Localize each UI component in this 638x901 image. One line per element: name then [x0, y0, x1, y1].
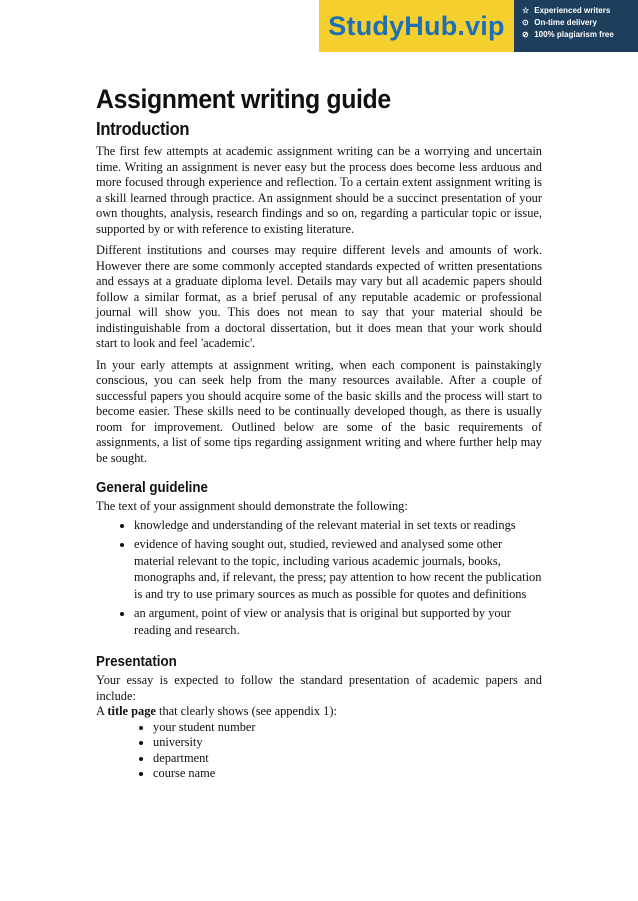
- presentation-intro: Your essay is expected to follow the standard presentation of academic papers and include:: [96, 673, 542, 703]
- perks-list: [514, 0, 638, 52]
- guideline-list: [96, 517, 542, 639]
- guideline-intro: The text of your assignment should demonstrate the following:: [96, 499, 408, 513]
- list-item: • evidence of having sought out, studied, reviewed and analysed some other material relevant to the topic, including various academic journals, books, monographs and, if relevant, the press; pay attention to how recent the publication is and try to use primary sources as much as possible for quotes and definitions: [134, 536, 542, 602]
- intro-paragraph: Different institutions and courses may require different levels and amounts of work. However there are some commonly accepted standards expected of written presentations and essays at a graduate diploma level. Details may vary but all academic papers should follow a similar format, as a brief perusal of any reputable academic or professional journal will show you. This does not mean to say that your material should be indistinguishable from a doctoral dissertation, but it does mean that your work should start to look and feel 'academic'.: [96, 243, 542, 350]
- list-item: • knowledge and understanding of the relevant material in set texts or readings: [134, 517, 542, 534]
- studyhub-banner[interactable]: [319, 0, 638, 52]
- perk-label: Experienced writers: [534, 6, 611, 15]
- list-item: • course name: [153, 766, 542, 782]
- list-item: • department: [153, 751, 542, 767]
- title-page-label: title page: [107, 704, 156, 718]
- perk-label: On-time delivery: [534, 18, 597, 27]
- intro-paragraph: The first few attempts at academic assignment writing can be a worrying and uncertain time. Writing an assignment is never easy but the process does become less arduous and more focused through experience and reflection. To a certain extent assignment writing is a skill learned through practice. An assignment should be a succinct presentation of your own thoughts, analysis, research findings and so on, regarding a particular topic or issue, supported by or with reference to existing literature.: [96, 144, 542, 236]
- list-item: • university: [153, 735, 542, 751]
- perk-item: [522, 5, 638, 17]
- presentation-heading: Presentation: [96, 654, 177, 670]
- title-page-suffix: that clearly shows (see appendix 1):: [155, 704, 337, 718]
- perk-item: [522, 29, 638, 41]
- star-icon: ☆: [522, 6, 530, 15]
- title-page-list: [96, 720, 542, 782]
- clock-icon: ⊙: [522, 18, 529, 27]
- intro-heading: Introduction: [96, 119, 190, 139]
- intro-paragraph: In your early attempts at assignment writing, when each component is painstakingly conscious, you can seek help from the many resources available. After a couple of successful papers you should acquire some of the basic skills and the process will start to become easier. These skills need to be continually developed though, as there is usually room for improvement. Outlined below are some of the basic requirements of assignments, a list of some tips regarding assignment writing and where further help may be sought.: [96, 357, 542, 465]
- perk-label: 100% plagiarism free: [534, 30, 614, 39]
- perk-item: [522, 17, 638, 29]
- shield-icon: ⊘: [522, 30, 529, 39]
- document-body: [96, 84, 542, 782]
- guideline-heading: General guideline: [96, 480, 208, 496]
- list-item: • your student number: [153, 720, 542, 736]
- title-page-prefix: A: [96, 704, 108, 718]
- title-page-line: [96, 704, 542, 720]
- list-item: • an argument, point of view or analysis that is original but supported by your reading and research.: [134, 605, 542, 638]
- document-title: Assignment writing guide: [96, 84, 391, 114]
- studyhub-logo[interactable]: StudyHub.vip: [319, 0, 514, 52]
